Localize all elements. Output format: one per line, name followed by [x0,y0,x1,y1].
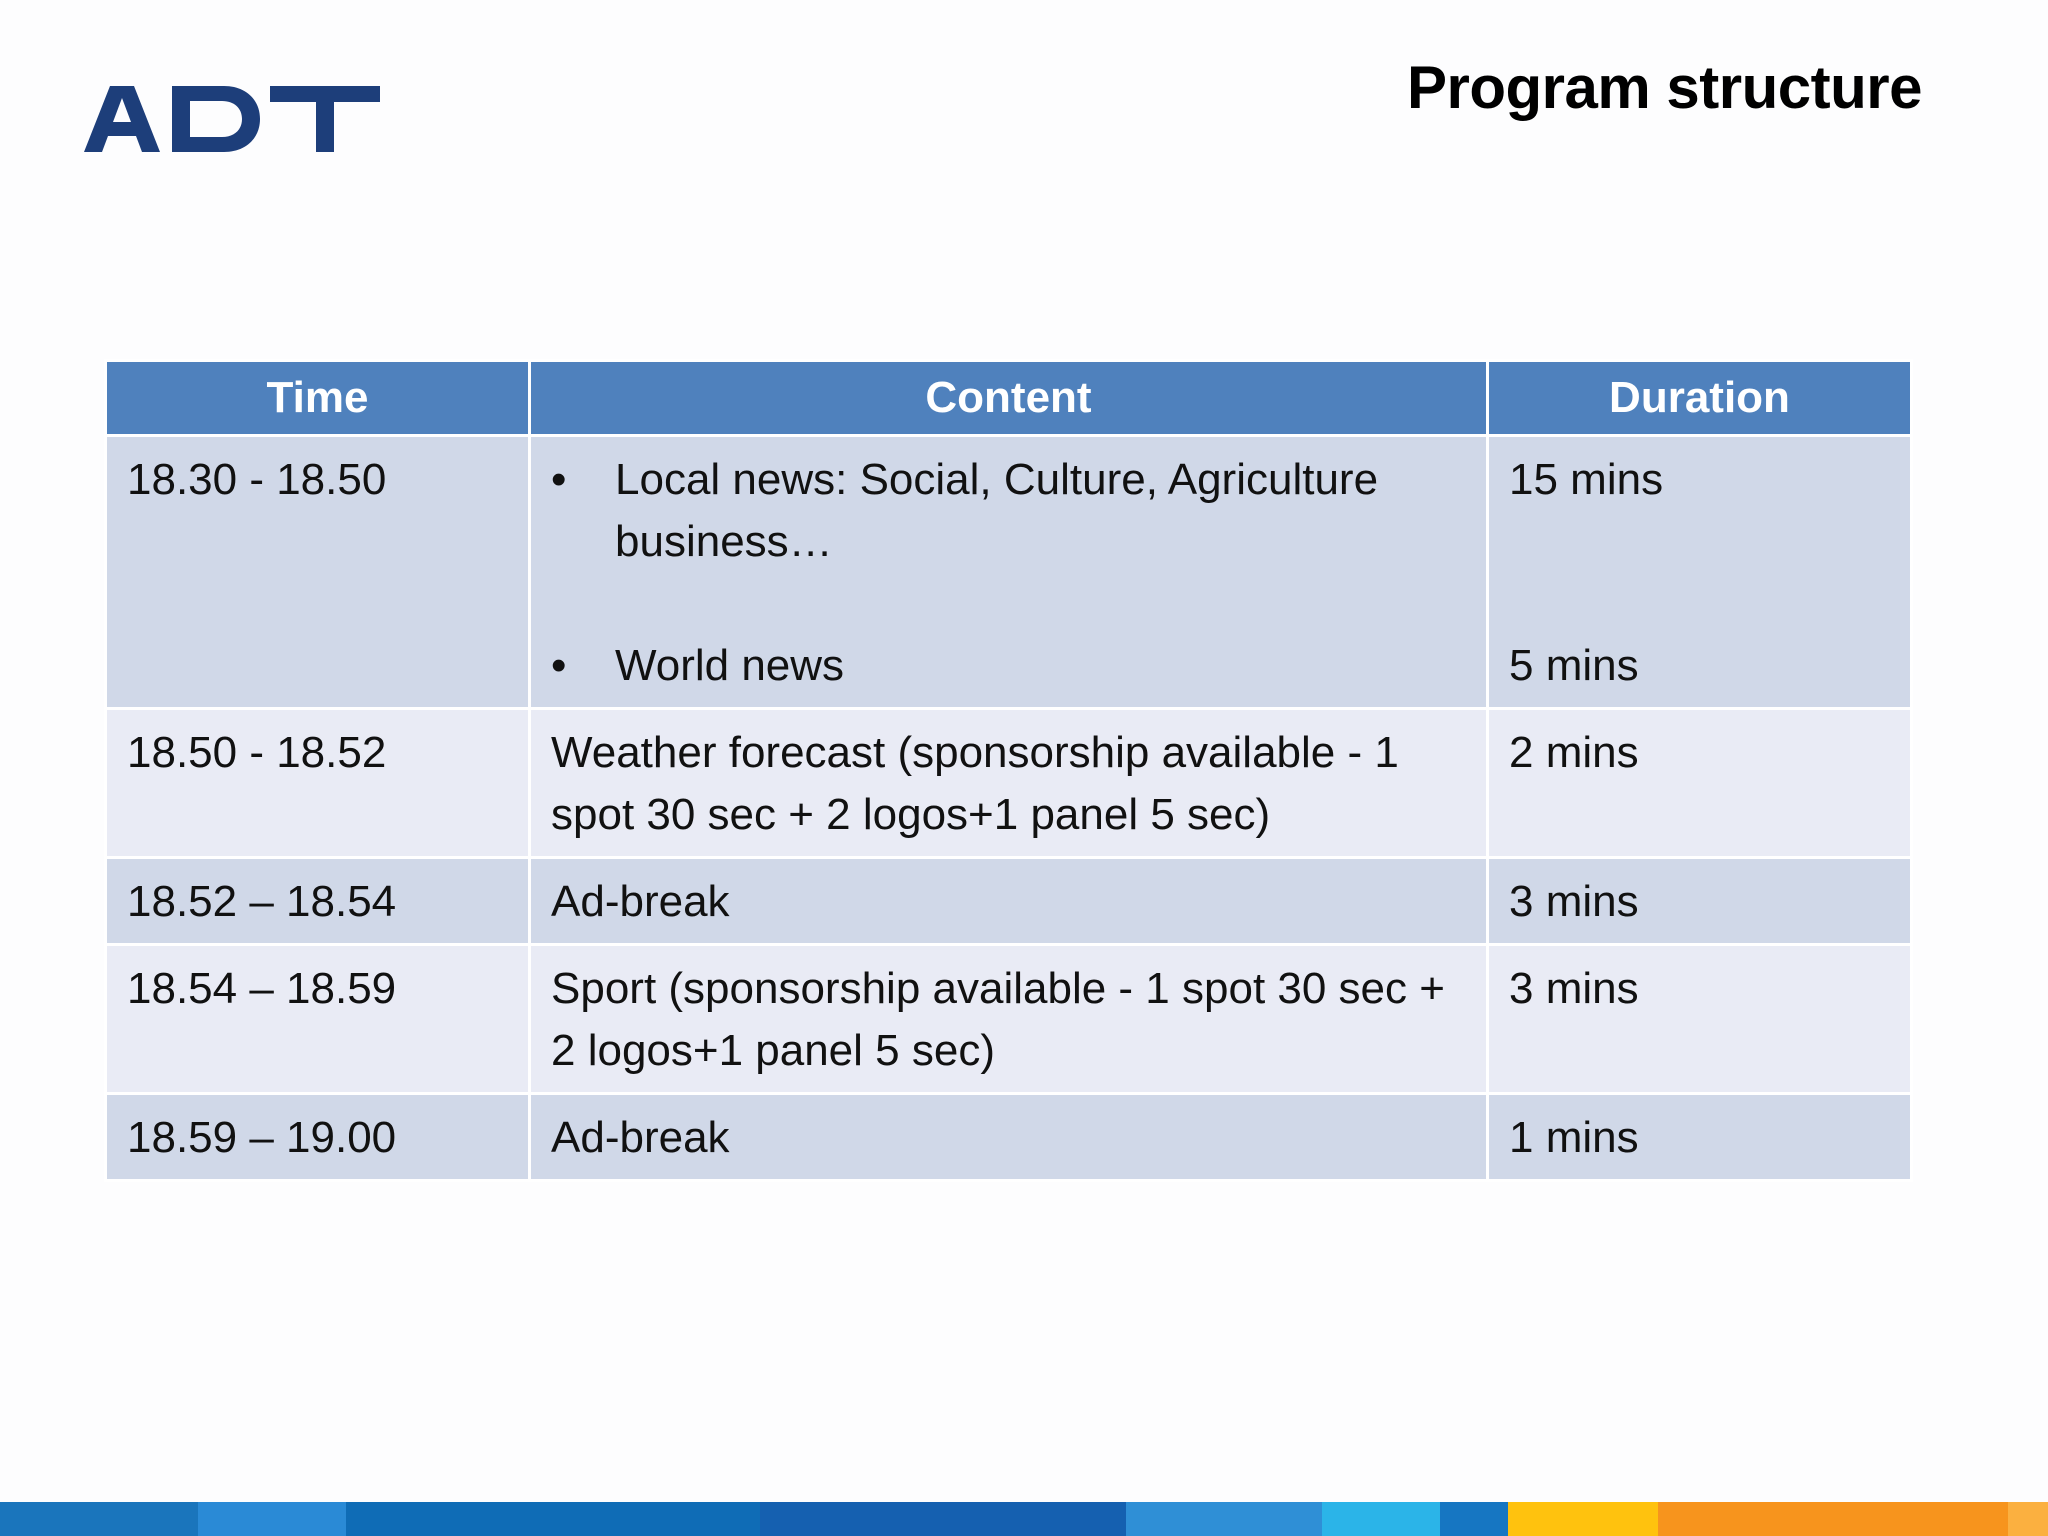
bullet-icon: • [551,455,567,504]
list-item-text: Local news: Social, Culture, Agriculture business… [615,455,1379,566]
duration-cell: 3 mins [1488,858,1912,945]
bullet-icon: • [551,641,567,690]
time-cell: 18.50 - 18.52 [106,709,530,858]
content-cell: Weather forecast (sponsorship available - 1 spot 30 sec + 2 logos+1 panel 5 sec) [530,709,1488,858]
footer-color-stripe [0,1502,2048,1536]
table-row [106,1094,1912,1181]
footer-stripe-segment [346,1502,760,1536]
table-row [106,709,1912,858]
footer-stripe-segment [0,1502,198,1536]
footer-stripe-segment [1126,1502,1322,1536]
content-cell: Ad-break [530,1094,1488,1181]
footer-stripe-segment [1508,1502,1658,1536]
duration-value: 15 mins [1509,455,1664,504]
duration-cell: 1 mins [1488,1094,1912,1181]
duration-cell [1488,436,1912,709]
content-cell: Sport (sponsorship available - 1 spot 30 sec + 2 logos+1 panel 5 sec) [530,945,1488,1094]
time-cell: 18.52 – 18.54 [106,858,530,945]
table-row [106,858,1912,945]
footer-stripe-segment [1322,1502,1440,1536]
time-cell: 18.30 - 18.50 [106,436,530,709]
header-content: Content [530,361,1488,436]
slide-title: Program structure [1407,54,1922,121]
table-row [106,945,1912,1094]
footer-stripe-segment [1440,1502,1508,1536]
footer-stripe-segment [1658,1502,2008,1536]
list-item [551,449,1466,573]
list-item [551,635,1466,697]
time-cell: 18.59 – 19.00 [106,1094,530,1181]
table-header-row [106,361,1912,436]
content-cell [530,436,1488,709]
duration-cell: 2 mins [1488,709,1912,858]
header-duration: Duration [1488,361,1912,436]
time-cell: 18.54 – 18.59 [106,945,530,1094]
duration-cell: 3 mins [1488,945,1912,1094]
footer-stripe-segment [760,1502,1126,1536]
spacer [1509,511,1890,635]
table-row [106,436,1912,709]
program-schedule-table [104,359,1913,1182]
news-bullet-list [551,449,1466,697]
content-cell: Ad-break [530,858,1488,945]
adt-logo-mark [84,80,380,160]
list-item-text: World news [615,641,845,690]
header-time: Time [106,361,530,436]
footer-stripe-segment [198,1502,346,1536]
duration-value: 5 mins [1509,641,1639,690]
adt-logo [84,80,380,160]
footer-stripe-segment [2008,1502,2048,1536]
